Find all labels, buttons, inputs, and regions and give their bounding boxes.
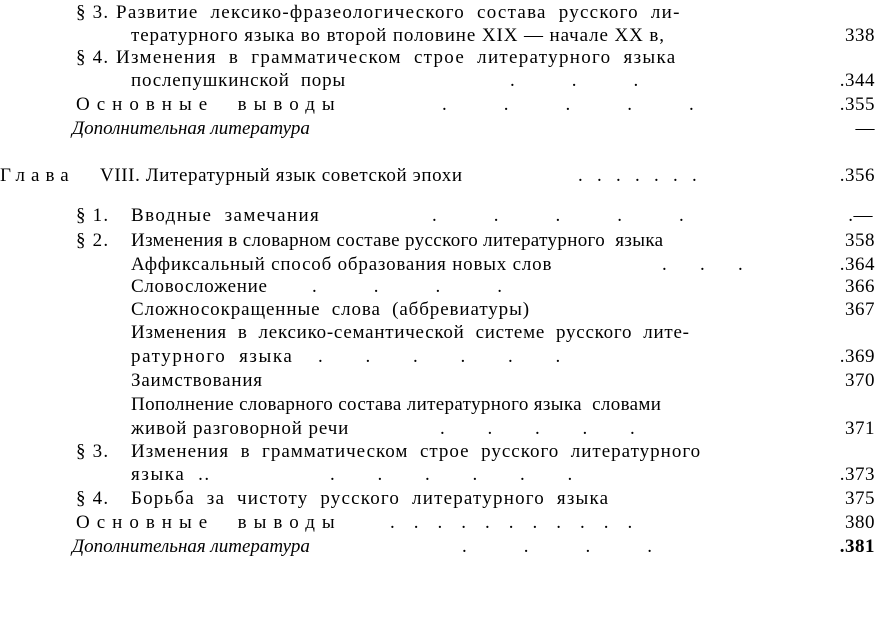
entry-title: Борьба за чистоту русского литературного языка xyxy=(131,488,610,509)
toc-entry xyxy=(0,464,879,488)
entry-title: ратурного языка xyxy=(131,346,294,367)
toc-entry xyxy=(0,441,879,465)
entry-title: Основные выводы xyxy=(76,94,342,115)
leader-dots: . . . . xyxy=(312,276,502,297)
section-number: § 2. xyxy=(76,230,110,251)
section-number: § 3. xyxy=(76,2,110,23)
toc-entry xyxy=(0,230,879,254)
leader-dots: . . . . . xyxy=(440,418,635,439)
entry-title: Заимствования xyxy=(131,370,263,391)
entry-title: Изменения в грамматическом строе русского литературного xyxy=(131,441,702,462)
section-number: § 1. xyxy=(76,205,110,226)
entry-title: Развитие лексико-фразеологического состава русского ли- xyxy=(116,2,681,23)
toc-entry xyxy=(0,205,879,229)
entry-title: Вводные замечания xyxy=(131,205,321,226)
entry-title: послепушкинской поры xyxy=(131,70,346,91)
page-number: 370 xyxy=(845,370,875,391)
toc-entry xyxy=(0,370,879,394)
toc-entry xyxy=(0,394,879,418)
entry-title: живой разговорной речи xyxy=(131,418,350,439)
entry-title: Изменения в лексико-семантической системе русского лите- xyxy=(131,322,690,343)
entry-title: Основные выводы xyxy=(76,512,342,533)
entry-title: Пополнение словарного состава литературного языка словами xyxy=(131,394,662,415)
entry-title: Сложносокращенные слова (аббревиатуры) xyxy=(131,299,530,320)
page-number: .356 xyxy=(839,165,875,186)
toc-entry xyxy=(0,47,879,71)
page-number: 380 xyxy=(845,512,875,533)
toc-entry xyxy=(0,2,879,26)
entry-title: Изменения в грамматическом строе литературного языка xyxy=(116,47,677,68)
toc-entry xyxy=(0,254,879,278)
toc-entry xyxy=(0,25,879,49)
leader-dots: . . . . . . xyxy=(318,346,561,367)
page-number: .373 xyxy=(839,464,875,485)
toc-entry xyxy=(0,276,879,300)
chapter-title: VIII. Литературный язык советской эпохи xyxy=(100,165,463,186)
entry-title: Словосложение xyxy=(131,276,268,297)
leader-dots: . . . . . xyxy=(432,205,684,226)
section-number: § 4. xyxy=(76,488,110,509)
leader-dots: . . . . . . . xyxy=(578,165,697,186)
toc-entry xyxy=(0,299,879,323)
leader-dots: . . . . . . xyxy=(330,464,573,485)
toc-entry xyxy=(0,512,879,536)
section-number: § 4. xyxy=(76,47,110,68)
toc-entry xyxy=(0,346,879,370)
entry-title: Дополнительная литература xyxy=(72,118,310,139)
chapter-label: Глава xyxy=(0,165,75,186)
page-number: 338 xyxy=(845,25,875,46)
page-number: 366 xyxy=(845,276,875,297)
leader-dots: . . . xyxy=(662,254,743,275)
toc-entry xyxy=(0,536,879,560)
entry-title: языка .. xyxy=(131,464,211,485)
page-number: 358 xyxy=(845,230,875,251)
page-number: .344 xyxy=(839,70,875,91)
toc-entry xyxy=(0,488,879,512)
leader-dots: . . . . xyxy=(462,536,652,557)
entry-title: тературного языка во второй половине XIX — начале XX в, xyxy=(131,25,665,46)
page-number: — xyxy=(855,118,875,139)
toc-entry xyxy=(0,94,879,118)
page-number: .— xyxy=(848,205,873,226)
page-number: .369 xyxy=(839,346,875,367)
leader-dots: . . . . . . . . . . . xyxy=(390,512,633,533)
section-number: § 3. xyxy=(76,441,110,462)
page-number: 367 xyxy=(845,299,875,320)
entry-title: Изменения в словарном составе русского литературного языка xyxy=(131,230,664,251)
page-number: .381 xyxy=(839,536,875,557)
leader-dots: . . . . . xyxy=(442,94,694,115)
toc-entry xyxy=(0,418,879,442)
toc-entry xyxy=(0,70,879,94)
entry-title: Дополнительная литература xyxy=(72,536,310,557)
leader-dots: . . . xyxy=(510,70,639,91)
toc-entry xyxy=(0,118,879,142)
page-number: 371 xyxy=(845,418,875,439)
page-number: 375 xyxy=(845,488,875,509)
page-number: .364 xyxy=(839,254,875,275)
entry-title: Аффиксальный способ образования новых слов xyxy=(131,254,553,275)
toc-entry xyxy=(0,322,879,346)
chapter-heading xyxy=(0,165,879,189)
page-number: .355 xyxy=(839,94,875,115)
